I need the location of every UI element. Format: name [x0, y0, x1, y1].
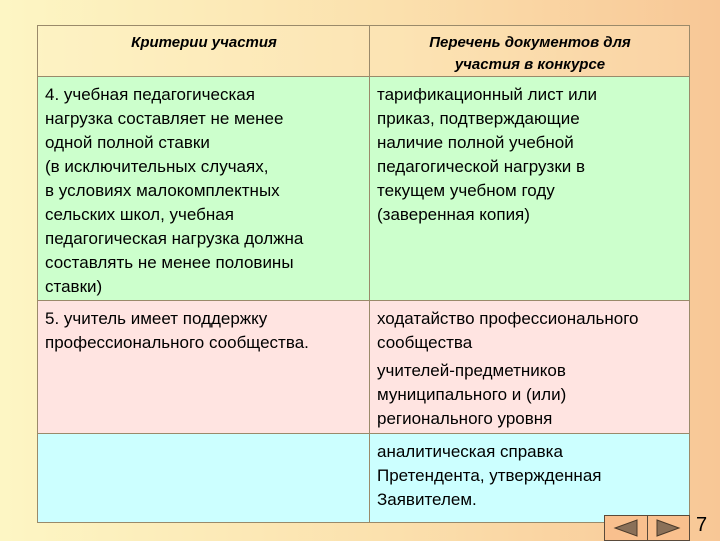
- cell-line: наличие полной учебной: [377, 133, 574, 152]
- cell-line: тарификационный лист или: [377, 85, 597, 104]
- cell-line: педагогической нагрузки в: [377, 157, 586, 176]
- page-number: 7: [696, 514, 708, 536]
- cell-line: ходатайство профессионального: [377, 309, 639, 328]
- cell-line: (в исключительных случаях,: [45, 157, 269, 176]
- header-line: участия в конкурсе: [454, 56, 606, 73]
- cell-line: в условиях малокомплектных: [45, 181, 280, 200]
- cell-line: 5. учитель имеет поддержку: [45, 309, 268, 328]
- next-slide-button[interactable]: [648, 516, 690, 540]
- table-row: [38, 301, 690, 434]
- slide-navigation: [604, 515, 690, 541]
- table-row: [38, 77, 690, 301]
- cell-line: составлять не менее половины: [45, 253, 294, 272]
- cell-line: приказ, подтверждающие: [377, 109, 580, 128]
- cell-line: Заявителем.: [377, 490, 477, 509]
- cell-line: нагрузка составляет не менее: [45, 109, 284, 128]
- header-criteria: Критерии участия: [38, 26, 370, 77]
- cell-line: ставки): [45, 277, 103, 296]
- documents-cell: [370, 434, 690, 523]
- cell-line: педагогическая нагрузка должна: [45, 229, 304, 248]
- cell-line: аналитическая справка: [377, 442, 563, 461]
- cell-line: регионального уровня: [377, 409, 553, 428]
- cell-line: текущем учебном году: [377, 181, 555, 200]
- triangle-right-icon: [653, 518, 683, 538]
- criteria-cell-empty: [38, 434, 370, 523]
- table-row: [38, 434, 690, 523]
- header-line: Перечень документов для: [429, 34, 631, 51]
- cell-line: учителей-предметников: [377, 361, 566, 380]
- header-documents: [370, 26, 690, 77]
- triangle-left-icon: [611, 518, 641, 538]
- cell-line: (заверенная копия): [377, 205, 530, 224]
- cell-line: сообщества: [377, 333, 473, 352]
- criteria-table: [37, 25, 690, 523]
- table-header-row: [38, 26, 690, 77]
- criteria-cell: [38, 301, 370, 434]
- documents-cell: [370, 301, 690, 434]
- cell-line: сельских школ, учебная: [45, 205, 234, 224]
- criteria-cell: [38, 77, 370, 301]
- cell-line: одной полной ставки: [45, 133, 210, 152]
- prev-slide-button[interactable]: [605, 516, 648, 540]
- cell-line: 4. учебная педагогическая: [45, 85, 255, 104]
- cell-line: Претендента, утвержденная: [377, 466, 602, 485]
- cell-line: профессионального сообщества.: [45, 333, 309, 352]
- cell-line: муниципального и (или): [377, 385, 567, 404]
- documents-cell: [370, 77, 690, 301]
